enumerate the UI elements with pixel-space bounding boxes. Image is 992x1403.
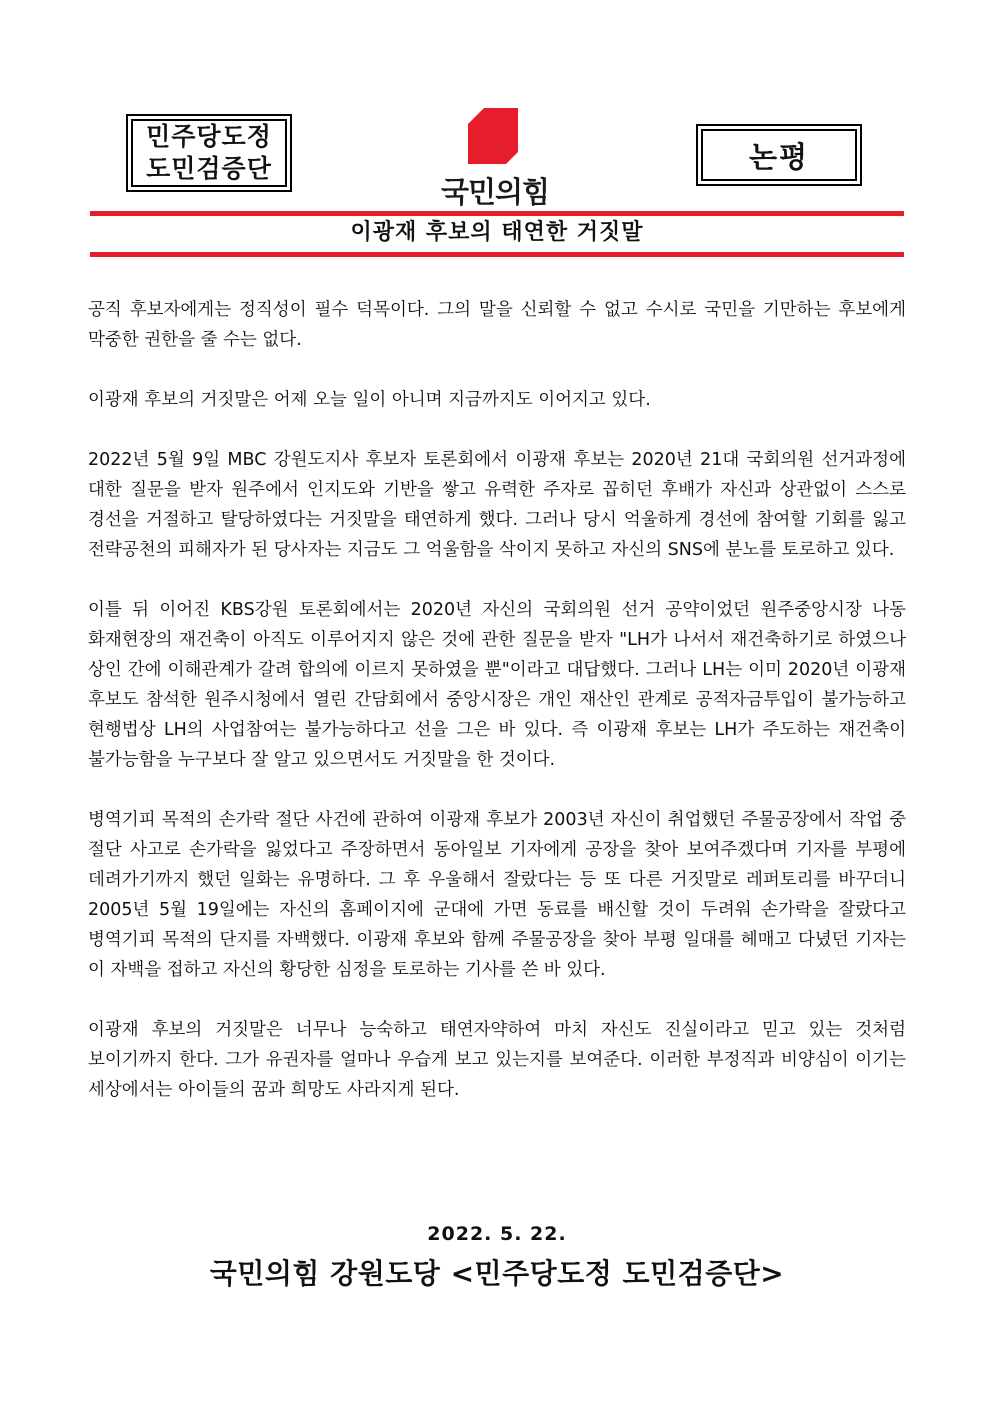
commentary-label: 논평 [701, 129, 857, 181]
document-title: 이광재 후보의 태연한 거짓말 [350, 220, 644, 245]
party-logo-mark-icon [468, 108, 518, 164]
verification-team-box-inner [131, 119, 287, 187]
document-date: 2022. 5. 22. [427, 1223, 567, 1245]
document-body [88, 295, 906, 1135]
commentary-label-box [696, 124, 862, 186]
paragraph-6: 이광재 후보의 거짓말은 너무나 능숙하고 태연자약하여 마치 자신도 진실이라고 믿고 있는 것처럼 보이기까지 한다. 그가 유권자를 얼마나 우습게 보고 있는지를 보여준다. 이러한 부정직과 비양심이 이기는 세상에서는 아이들의 꿈과 희망도 사라지게 된다. [88, 1020, 906, 1100]
party-logo-text: 국민의힘 [440, 175, 550, 209]
paragraph-1: 공직 후보자에게는 정직성이 필수 덕목이다. 그의 말을 신뢰할 수 없고 수시로 국민을 기만하는 후보에게 막중한 권한을 줄 수는 없다. [88, 300, 906, 350]
paragraph-4: 이틀 뒤 이어진 KBS강원 토론회에서는 2020년 자신의 국회의원 선거 공약이었던 원주중앙시장 나동 화재현장의 재건축이 아직도 이루어지지 않은 것에 관한 질문을 받자 "LH가 나서서 재건축하기로 하였으나 상인 간에 이해관계가 갈려 합의에 이르지 못하였을 뿐"이라고 대답했다. 그러나 LH는 이미 2020년 이광재 후보도 참석한 원주시청에서 열린 간담회에서 중앙시장은 개인 재산인 관계로 공적자금투입이 불가능하고 현행법상 LH의 사업참여는 불가능하다고 선을 그은 바 있다. 즉 이광재 후보는 LH가 주도하는 재건축이 불가능함을 누구보다 잘 알고 있으면서도 거짓말을 한 것이다. [88, 600, 906, 770]
paragraph-2: 이광재 후보의 거짓말은 어제 오늘 일이 아니며 지금까지도 이어지고 있다. [88, 390, 651, 410]
logo-red-shape [468, 108, 518, 164]
verification-team-line2: 도민검증단 [146, 154, 272, 183]
document-signature: 국민의힘 강원도당 <민주당도정 도민검증단> [209, 1257, 785, 1290]
title-divider-bottom [90, 252, 904, 257]
party-logo [420, 108, 570, 208]
paragraph-3: 2022년 5월 9일 MBC 강원도지사 후보자 토론회에서 이광재 후보는 2020년 21대 국회의원 선거과정에 대한 질문을 받자 원주에서 인지도와 기반을 쌓고 유력한 주자로 꼽히던 후배가 자신과 상관없이 스스로 경선을 거절하고 탈당하였다는 거짓말을 태연하게 했다. 그러나 당시 억울하게 경선에 참여할 기회를 잃고 전략공천의 피해자가 된 당사자는 지금도 그 억울함을 삭이지 못하고 자신의 SNS에 분노를 토로하고 있다. [88, 450, 906, 560]
verification-team-line1: 민주당도정 [146, 122, 272, 151]
paragraph-5: 병역기피 목적의 손가락 절단 사건에 관하여 이광재 후보가 2003년 자신이 취업했던 주물공장에서 작업 중 절단 사고로 손가락을 잃었다고 주장하면서 동아일보 기자에게 공장을 찾아 보여주겠다며 기자를 부평에 데려가기까지 했던 일화는 유명하다. 그 후 우울해서 잘랐다는 등 또 다른 거짓말로 레퍼토리를 바꾸더니 2005년 5월 19일에는 자신의 홈페이지에 군대에 가면 동료를 배신할 것이 두려워 손가락을 잘랐다고 병역기피 목적의 단지를 자백했다. 이광재 후보와 함께 주물공장을 찾아 부평 일대를 헤매고 다녔던 기자는 이 자백을 접하고 자신의 황당한 심정을 토로하는 기사를 쓴 바 있다. [88, 810, 906, 980]
verification-team-box [126, 114, 292, 192]
